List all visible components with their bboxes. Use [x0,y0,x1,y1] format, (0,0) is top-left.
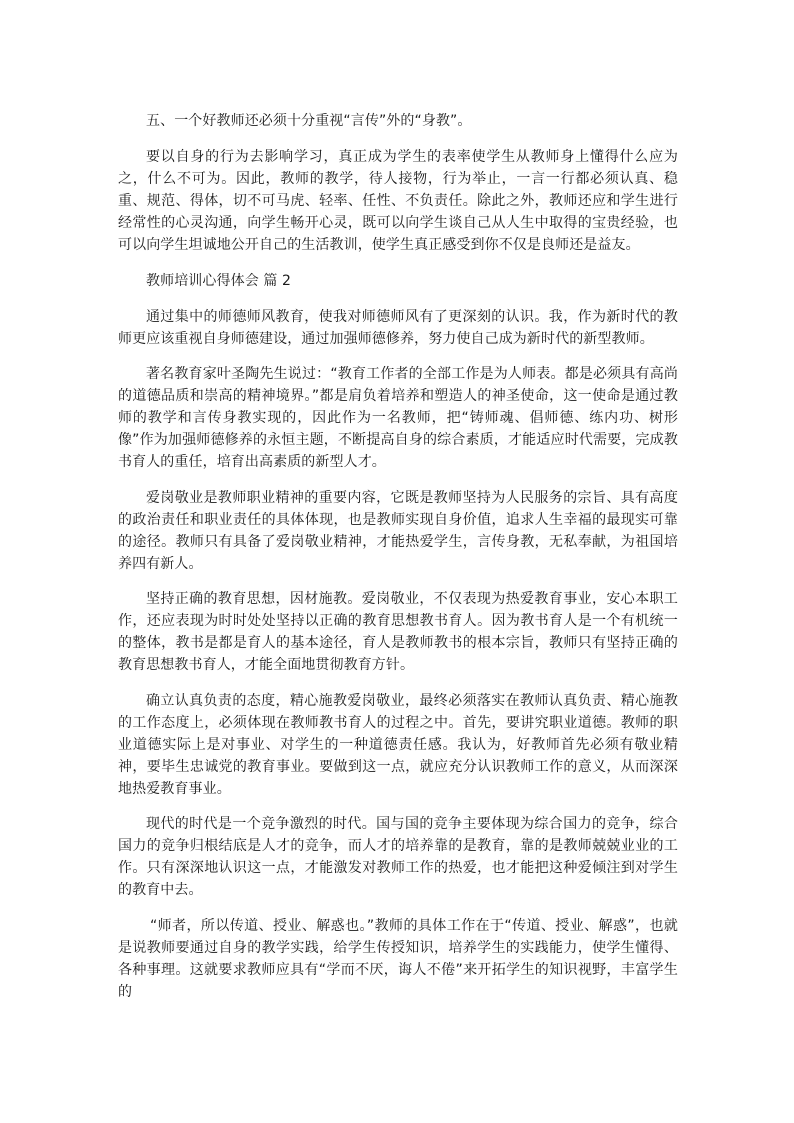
paragraph-body-1: 要以自身的行为去影响学习，真正成为学生的表率使学生从教师身上懂得什么应为之，什么不可为。因此，教师的教学，待人接物，行为举止，一言一行都必须认真、稳重、规范、得体，切不可马虎、轻率、任性、不负责任。除此之外，教师还应和学生进行经常性的心灵沟通，向学生畅开心灵，既可以向学生谈自己从人生中取得的宝贵经验，也可以向学生坦诚地公开自己的生活教训，使学生真正感受到你不仅是良师还是益友。 [118,149,678,253]
paragraph-body-7: 现代的时代是一个竞争激烈的时代。国与国的竞争主要体现为综合国力的竞争，综合国力的竞争归根结底是人才的竞争，而人才的培养靠的是教育，靠的是教师兢兢业业的工作。只有深深地认识这一点，才能激发对教师工作的热爱，也才能把这种爱倾注到对学生的教育中去。 [118,816,678,898]
paragraph-body-6: 确立认真负责的态度，精心施教爱岗敬业，最终必须落实在教师认真负责、精心施教的工作态度上，必须体现在教师教书育人的过程之中。首先，要讲究职业道德。教师的职业道德实际上是对事业、对学生的一种道德责任感。我认为，好教师首先必须有敬业精神，要毕生忠诚党的教育事业。要做到这一点，就应充分认识教师工作的意义，从而深深地热爱教育事业。 [118,692,678,797]
paragraph-body-5: 坚持正确的教育思想，因材施教。爱岗敬业，不仅表现为热爱教育事业，安心本职工作，还应表现为时时处处坚持以正确的教育思想教书育人。因为教书育人是一个有机统一的整体，教书是都是育人的基本途径，育人是教师教书的根本宗旨，教师只有坚持正确的教育思想教书育人，才能全面地贯彻教育方针。 [118,591,678,673]
paragraph-body-3: 著名教育家叶圣陶先生说过：“教育工作者的全部工作是为人师表。都是必须具有高尚的道德品质和崇高的精神境界。”都是肩负着培养和塑造人的神圣使命，这一使命是通过教师的教学和言传身教实现的，因此作为一名教师，把“铸师魂、倡师德、练内功、树形像”作为加强师德修养的永恒主题，不断提高自身的综合素质，才能适应时代需要，完成教书育人的重任，培育出高素质的新型人才。 [118,366,678,470]
paragraph-body-8: “师者，所以传道、授业、解惑也。”教师的具体工作在于“传道、授业、解惑”，也就是说教师要通过自身的教学实践，给学生传授知识，培养学生的实践能力，使学生懂得、各种事理。这就要求教师应具有“学而不厌，诲人不倦”来开拓学生的知识视野，丰富学生的 [118,917,678,1000]
paragraph-body-4: 爱岗敬业是教师职业精神的重要内容，它既是教师坚持为人民服务的宗旨、具有高度的政治责任和职业责任的具体体现，也是教师实现自身价值，追求人生幸福的最现实可靠的途径。教师只有具备了爱岗敬业精神，才能热爱学生，言传身教，无私奉献，为祖国培养四有新人。 [118,489,678,572]
document-page [118,110,678,1016]
article-title-part-2: 教师培训心得体会 篇 2 [146,272,292,289]
section-heading-five: 五、一个好教师还必须十分重视“言传”外的“身教”。 [146,113,472,129]
paragraph-body-2: 通过集中的师德师风教育，使我对师德师风有了更深刻的认识。我，作为新时代的教师更应该重视自身师德建设，通过加强师德修养，努力使自己成为新时代的新型教师。 [118,308,678,347]
